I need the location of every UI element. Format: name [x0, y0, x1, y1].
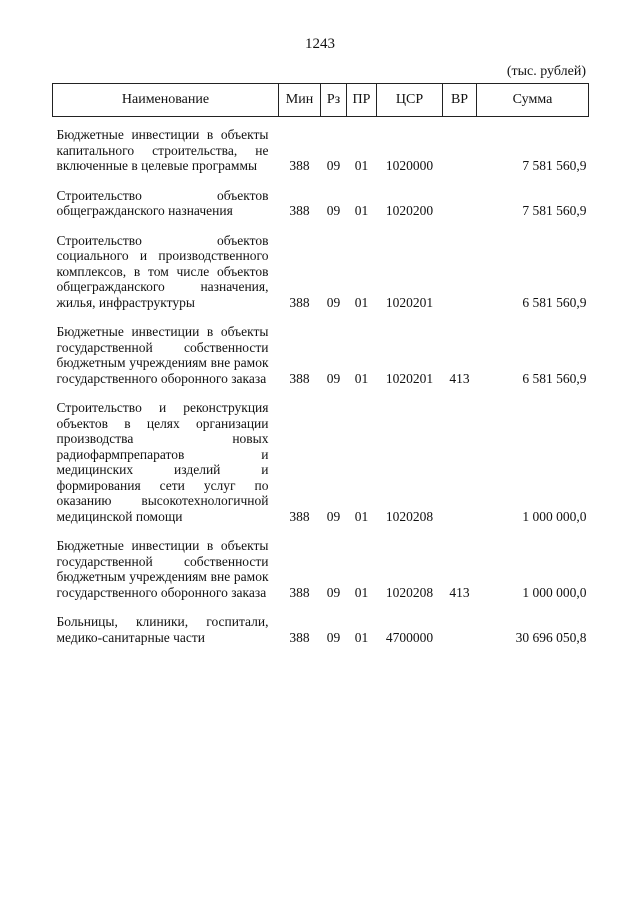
row-pr: 01 [354, 584, 369, 600]
row-name: Строительство и реконструкция объектов в целях организации производства новых радиофармпрепаратов и медицинских изделий и формирования сети услуг по оказанию высокотехнологичной медицинской помощи [56, 400, 269, 524]
row-rz: 09 [326, 158, 341, 173]
row-rz: 09 [326, 370, 341, 386]
row-sum: 1 000 000,0 [522, 508, 587, 524]
header-rz: Рз [321, 84, 347, 117]
table-row [53, 174, 589, 219]
header-name: Наименование [53, 84, 279, 117]
header-vr: ВР [443, 84, 477, 117]
row-name: Бюджетные инвестиции в объекты капитального строительства, не включенные в целевые программы [56, 127, 269, 173]
row-pr: 01 [354, 370, 369, 386]
row-rz: 09 [326, 294, 341, 310]
row-vr: 413 [449, 584, 470, 600]
row-min: 388 [289, 629, 310, 645]
table-row [53, 386, 589, 524]
row-pr: 01 [354, 508, 369, 524]
table-row [53, 600, 589, 645]
row-name: Строительство объектов общегражданского назначения [56, 187, 269, 218]
row-name: Больницы, клиники, госпитали, медико-санитарные части [56, 614, 269, 645]
table-header-row [53, 84, 589, 117]
row-min: 388 [289, 158, 310, 173]
row-sum: 7 581 560,9 [522, 158, 587, 173]
row-min: 388 [289, 508, 310, 524]
row-csr: 1020208 [385, 508, 434, 524]
row-min: 388 [289, 370, 310, 386]
page-number: 1243 [305, 36, 335, 52]
row-sum: 7 581 560,9 [522, 203, 587, 218]
row-sum: 30 696 050,8 [515, 629, 587, 645]
table-row [53, 117, 589, 174]
row-csr: 4700000 [385, 629, 434, 645]
row-rz: 09 [326, 508, 341, 524]
row-sum: 1 000 000,0 [522, 584, 587, 600]
row-vr [443, 600, 477, 645]
row-pr: 01 [354, 203, 369, 218]
row-rz: 09 [326, 203, 341, 218]
header-min: Мин [279, 84, 321, 117]
row-pr: 01 [354, 294, 369, 310]
table-row [53, 524, 589, 600]
row-min: 388 [289, 584, 310, 600]
header-csr: ЦСР [377, 84, 443, 117]
row-vr [443, 219, 477, 311]
budget-table [52, 83, 589, 645]
row-name: Бюджетные инвестиции в объекты государственной собственности бюджетным учреждениям вне рамок государственного оборонного заказа [56, 538, 269, 600]
row-csr: 1020200 [385, 203, 434, 218]
row-vr [443, 386, 477, 524]
row-sum: 6 581 560,9 [522, 294, 587, 310]
row-name: Строительство объектов социального и производственного комплексов, в том числе объектов общегражданского назначения, жилья, инфраструктуры [56, 232, 269, 310]
row-min: 388 [289, 294, 310, 310]
row-min: 388 [289, 203, 310, 218]
row-sum: 6 581 560,9 [522, 370, 587, 386]
row-csr: 1020201 [385, 370, 434, 386]
header-sum: Сумма [477, 84, 589, 117]
row-rz: 09 [326, 584, 341, 600]
row-rz: 09 [326, 629, 341, 645]
row-vr [443, 117, 477, 174]
header-pr: ПР [347, 84, 377, 117]
table-row [53, 219, 589, 311]
row-csr: 1020000 [385, 158, 434, 173]
row-csr: 1020208 [385, 584, 434, 600]
row-vr: 413 [449, 370, 470, 386]
row-csr: 1020201 [385, 294, 434, 310]
row-vr [443, 174, 477, 219]
row-pr: 01 [354, 629, 369, 645]
table-row [53, 310, 589, 386]
row-name: Бюджетные инвестиции в объекты государственной собственности бюджетным учреждениям вне рамок государственного оборонного заказа [56, 324, 269, 386]
units-label: (тыс. рублей) [506, 64, 586, 79]
row-pr: 01 [354, 158, 369, 173]
